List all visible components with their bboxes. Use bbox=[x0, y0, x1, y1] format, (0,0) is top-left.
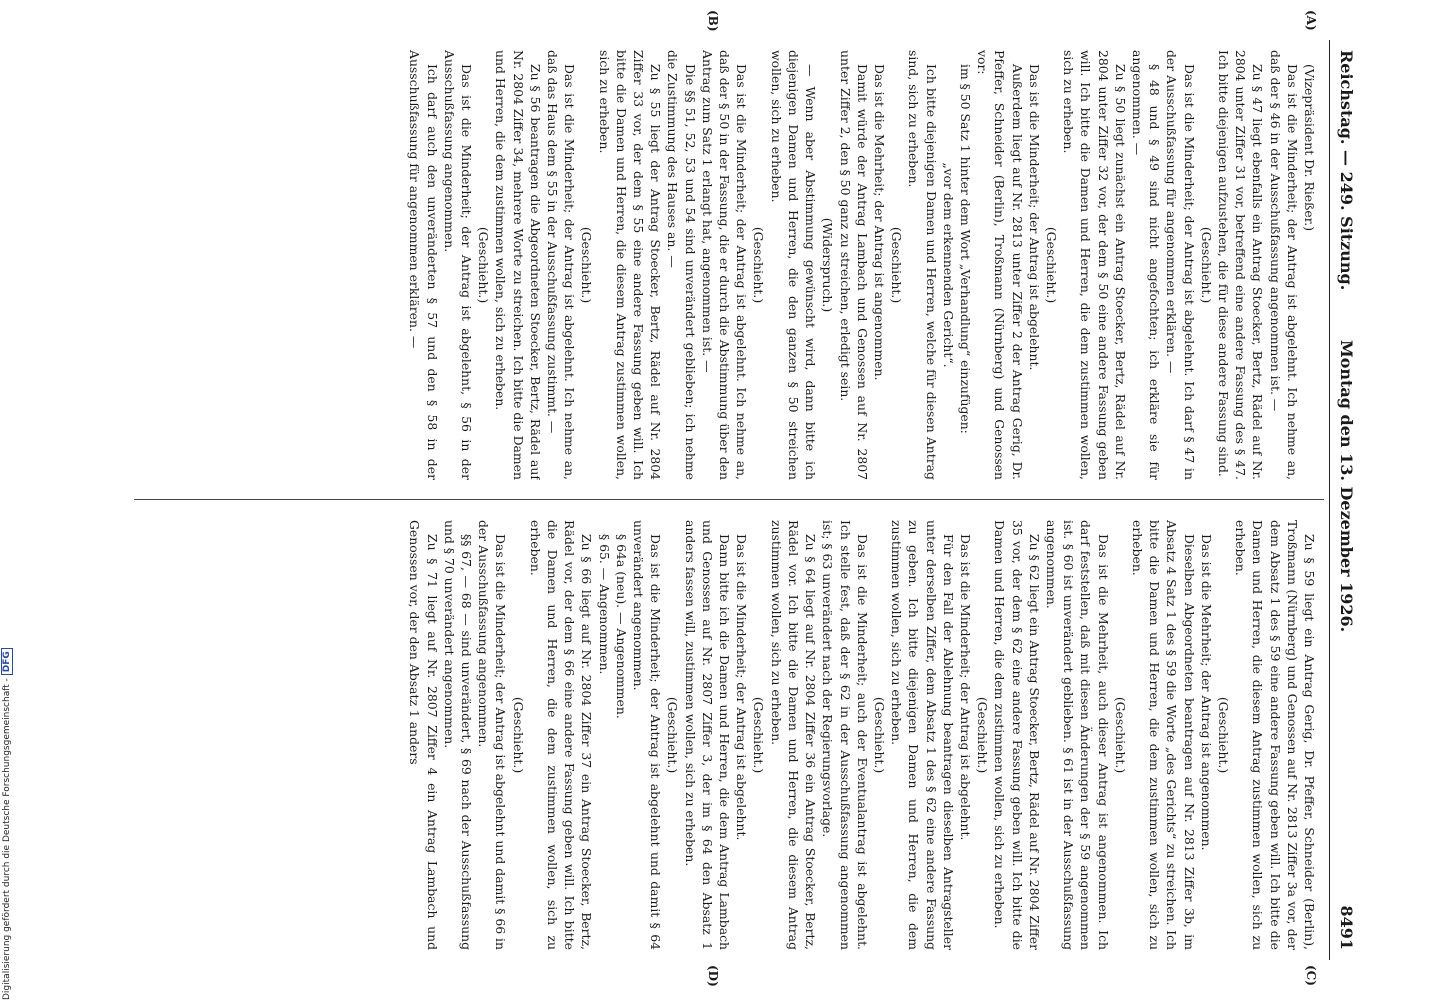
stage-direction: (Widerspruch.) bbox=[820, 217, 836, 313]
right-column bbox=[128, 520, 1318, 950]
stage-direction: (Geschieht.) bbox=[665, 696, 681, 774]
stage-direction: (Geschieht.) bbox=[975, 696, 991, 774]
paragraph: Zu § 55 liegt der Antrag Stoecker, Bertz, Rädel auf Nr. 2804 Ziffer 33 vor, der dem § 55 eine andere Fassung geben will. Ich bitte die Damen und Herren, die diesem Antrag zustimmen wollen, sich zu erheben. bbox=[596, 50, 664, 480]
paragraph: im § 50 Satz 1 hinter dem Wort „Verhandlung“ einzufügen: bbox=[957, 64, 973, 434]
stage-direction: (Geschieht.) bbox=[889, 226, 905, 304]
paragraph: Das ist die Minderheit; der Antrag ist abgelehnt. Ich darf § 47 in der Ausschußfassung für angenommen erklären. — bbox=[1164, 50, 1197, 480]
margin-mark-d: (D) bbox=[706, 965, 720, 987]
stage-direction: (Geschieht.) bbox=[579, 226, 595, 304]
header-rule bbox=[1329, 40, 1330, 960]
stage-direction: (Geschieht.) bbox=[871, 696, 887, 774]
header-center: Montag den 13. Dezember 1926. bbox=[1337, 340, 1356, 633]
margin-mark-c: (C) bbox=[1304, 965, 1318, 986]
paragraph: § 64a (neu). — Angenommen. bbox=[613, 534, 629, 719]
paragraph: Zu § 56 beantragen die Abgeordneten Stoecker, Bertz, Rädel auf Nr. 2804 Ziffer 34, mehrere Worte zu streichen. Ich bitte die Damen und Herren, die dem zustimmen wollen, sich zu erheben. bbox=[493, 50, 543, 480]
paragraph: Das ist die Minderheit; der Antrag ist abgelehnt. bbox=[1026, 64, 1042, 371]
paragraph: Das ist die Minderheit; der Antrag ist abgelehnt und damit § 64 unverändert angenommen. bbox=[631, 520, 664, 950]
header-left: Reichstag. — 249. Sitzung. bbox=[1337, 50, 1356, 291]
dfg-logo: DFG bbox=[1, 648, 13, 675]
paragraph: Zu § 64 liegt auf Nr. 2804 Ziffer 36 ein Antrag Stoecker, Bertz, Rädel vor. Ich bitte die Damen und Herren, die diesem Antrag zustimmen wollen, sich zu erheben. bbox=[768, 520, 819, 950]
paragraph: § 48 und § 49 sind nicht angefochten; ich erkläre sie für angenommen. — bbox=[1129, 50, 1163, 480]
paragraph: Das ist die Minderheit; der Antrag ist abgelehnt. Ich nehme an, daß der § 46 in der Ausschußfassung angenommen ist. — bbox=[1267, 50, 1300, 480]
stage-direction: „vor dem erkennenden Gericht“. bbox=[940, 162, 956, 368]
paragraph: Das ist die Mehrheit; der Antrag ist angenommen. bbox=[871, 64, 887, 381]
left-column bbox=[128, 50, 1318, 480]
paragraph: Das ist die Mehrheit, auch dieser Antrag ist angenommen. Ich darf feststellen, daß mit diesen Änderungen der § 59 angenommen ist. § 60 ist unverändert geblieben. § 61 ist in der Ausschußfassung angenommen. bbox=[1043, 520, 1111, 950]
paragraph: Ich darf auch den unveränderten § 57 und den § 58 in der Ausschußfassung für angenommen erklären. — bbox=[407, 50, 440, 480]
paragraph: Ich bitte diejenigen Damen und Herren, welche für diesen Antrag sind, sich zu erheben. bbox=[906, 50, 939, 480]
stage-direction: (Geschieht.) bbox=[751, 226, 767, 304]
page-number: 8491 bbox=[1337, 905, 1356, 950]
paragraph: Zu § 50 liegt zunächst ein Antrag Stoecker, Bertz, Rädel auf Nr. 2804 unter Ziffer 32 vor, der dem § 50 eine andere Fassung geben will. Ich bitte die Damen und Herren, die dem zustimmen wollen, sich zu erheben. bbox=[1061, 50, 1128, 480]
paragraph: Das ist die Minderheit; auch der Eventualantrag ist abgelehnt. Ich stelle fest, daß der § 62 in der Ausschußfassung angenommen ist; § 63 unverändert nach der Regierungsvorlage. bbox=[820, 520, 870, 950]
paragraph: Für den Fall der Ablehnung beantragen dieselben Antragsteller unter derselben Ziffer, dem Absatz 1 des § 62 eine andere Fassung zu geben. Ich bitte diejenigen Damen und Herren, die dem zustimmen wollen, sich zu erheben. bbox=[889, 520, 956, 950]
paragraph: Die §§ 51, 52, 53 und 54 sind unverändert geblieben; ich nehme die Zustimmung des Hauses an. — bbox=[665, 50, 698, 480]
stage-direction: (Geschieht.) bbox=[1043, 226, 1059, 304]
paragraph: Das ist die Minderheit; der Antrag ist abgelehnt. Ich nehme an, daß der § 50 in der Fassung, die er durch die Abstimmung über den Antrag zum Satz 1 erlangt hat, angenommen ist. — bbox=[699, 50, 750, 480]
stage-direction: (Geschieht.) bbox=[1112, 696, 1128, 774]
stage-direction: (Geschieht.) bbox=[1198, 226, 1214, 304]
paragraph: §§ 67, — 68 — sind unverändert, § 69 nach der Ausschußfassung und § 70 unverändert angenommen. bbox=[441, 520, 475, 950]
paragraph: Das ist die Minderheit; der Antrag ist abgelehnt. bbox=[957, 534, 973, 841]
paragraph: Das ist die Minderheit; der Antrag ist abgelehnt und damit § 66 in der Ausschußfassung angenommen. bbox=[476, 520, 509, 950]
paragraph: Zu § 71 liegt auf Nr. 2807 Ziffer 4 ein Antrag Lambach und Genossen vor, der den Absatz 1 anders bbox=[407, 520, 440, 950]
footer-text: Digitalisierung gefördert durch die Deutsche Forschungsgemeinschaft - bbox=[2, 678, 12, 1000]
paragraph: (Vizepräsident Dr. Rießer.) bbox=[1302, 64, 1317, 232]
paragraph: Zu § 59 liegt ein Antrag Gerig, Dr. Pfeffer, Schneider (Berlin), Troßmann (Nürnberg) und Genossen auf Nr. 2813 Ziffer 3a vor, der dem Absatz 1 des § 59 eine andere Fassung geben will. Ich bitte die Damen und Herren, die diesem Antrag zustimmen wollen, sich zu erheben. bbox=[1233, 520, 1317, 950]
paragraph: Zu § 62 liegt ein Antrag Stoecker, Bertz, Rädel auf Nr. 2804 Ziffer 35 vor, der dem § 62 eine andere Fassung geben will. Ich bitte die Damen und Herren, die dem zustimmen wollen, sich zu erheben. bbox=[992, 520, 1042, 950]
rotated-page bbox=[100, 10, 1360, 987]
paragraph: Zu § 47 liegt ebenfalls ein Antrag Stoecker, Bertz, Rädel auf Nr. 2804 unter Ziffer 31 vor, betreffend eine andere Fassung des § 47. Ich bitte diejenigen aufzustehen, die für diese andere Fassung sind. bbox=[1215, 50, 1266, 480]
paragraph: Damit würde der Antrag Lambach und Genossen auf Nr. 2807 unter Ziffer 2, den § 50 ganz zu streichen, erledigt sein. bbox=[837, 50, 870, 480]
paragraph: § 65. — Angenommen. bbox=[596, 534, 612, 675]
paragraph: — Wenn aber Abstimmung gewünscht wird, dann bitte ich diejenigen Damen und Herren, die den ganzen § 50 streichen wollen, sich zu erheben. bbox=[768, 50, 819, 480]
paragraph: Das ist die Minderheit; der Antrag ist abgelehnt. bbox=[734, 534, 750, 841]
margin-mark-a: (A) bbox=[1304, 10, 1318, 31]
stage-direction: (Geschieht.) bbox=[751, 696, 767, 774]
stage-direction: (Geschieht.) bbox=[510, 696, 526, 774]
paragraph: Dieselben Abgeordneten beantragen auf Nr. 2813 Ziffer 3b, im Absatz 4 Satz 1 des § 59 die Worte „des Gerichts“ zu streichen. Ich bitte die Damen und Herren, die dem zustimmen wollen, sich zu erheben. bbox=[1129, 520, 1197, 950]
stage-direction: (Geschieht.) bbox=[476, 226, 492, 304]
paragraph: Das ist die Mehrheit; der Antrag ist angenommen. bbox=[1198, 534, 1214, 851]
paragraph: Außerdem liegt auf Nr. 2813 unter Ziffer 2 der Antrag Gerig, Dr. Pfeffer, Schneider (Berlin), Troßmann (Nürnberg) und Genossen vor: bbox=[975, 50, 1025, 480]
paragraph: Das ist die Minderheit; der Antrag ist abgelehnt. Ich nehme an, daß das Haus dem § 55 in der Ausschußfassung zustimmt. — bbox=[545, 50, 578, 480]
stage-direction: (Geschieht.) bbox=[1215, 696, 1231, 774]
digitization-footer bbox=[2, 600, 16, 1000]
margin-mark-b: (B) bbox=[706, 10, 720, 32]
paragraph: Zu § 66 liegt auf Nr. 2804 Ziffer 37 ein Antrag Stoecker, Bertz, Rädel vor, der dem § 66 eine andere Fassung geben will. Ich bitte die Damen und Herren, die dem zustimmen wollen, sich zu erheben. bbox=[527, 520, 595, 950]
paragraph: Dann bitte ich die Damen und Herren, die dem Antrag Lambach und Genossen auf Nr. 2807 Ziffer 3, der im § 64 den Absatz 1 anders fassen will, zustimmen wollen, sich zu erheben. bbox=[682, 520, 733, 950]
column-divider bbox=[134, 499, 1324, 500]
paragraph: Das ist die Minderheit; der Antrag ist abgelehnt, § 56 in der Ausschußfassung angenommen. bbox=[441, 50, 475, 480]
